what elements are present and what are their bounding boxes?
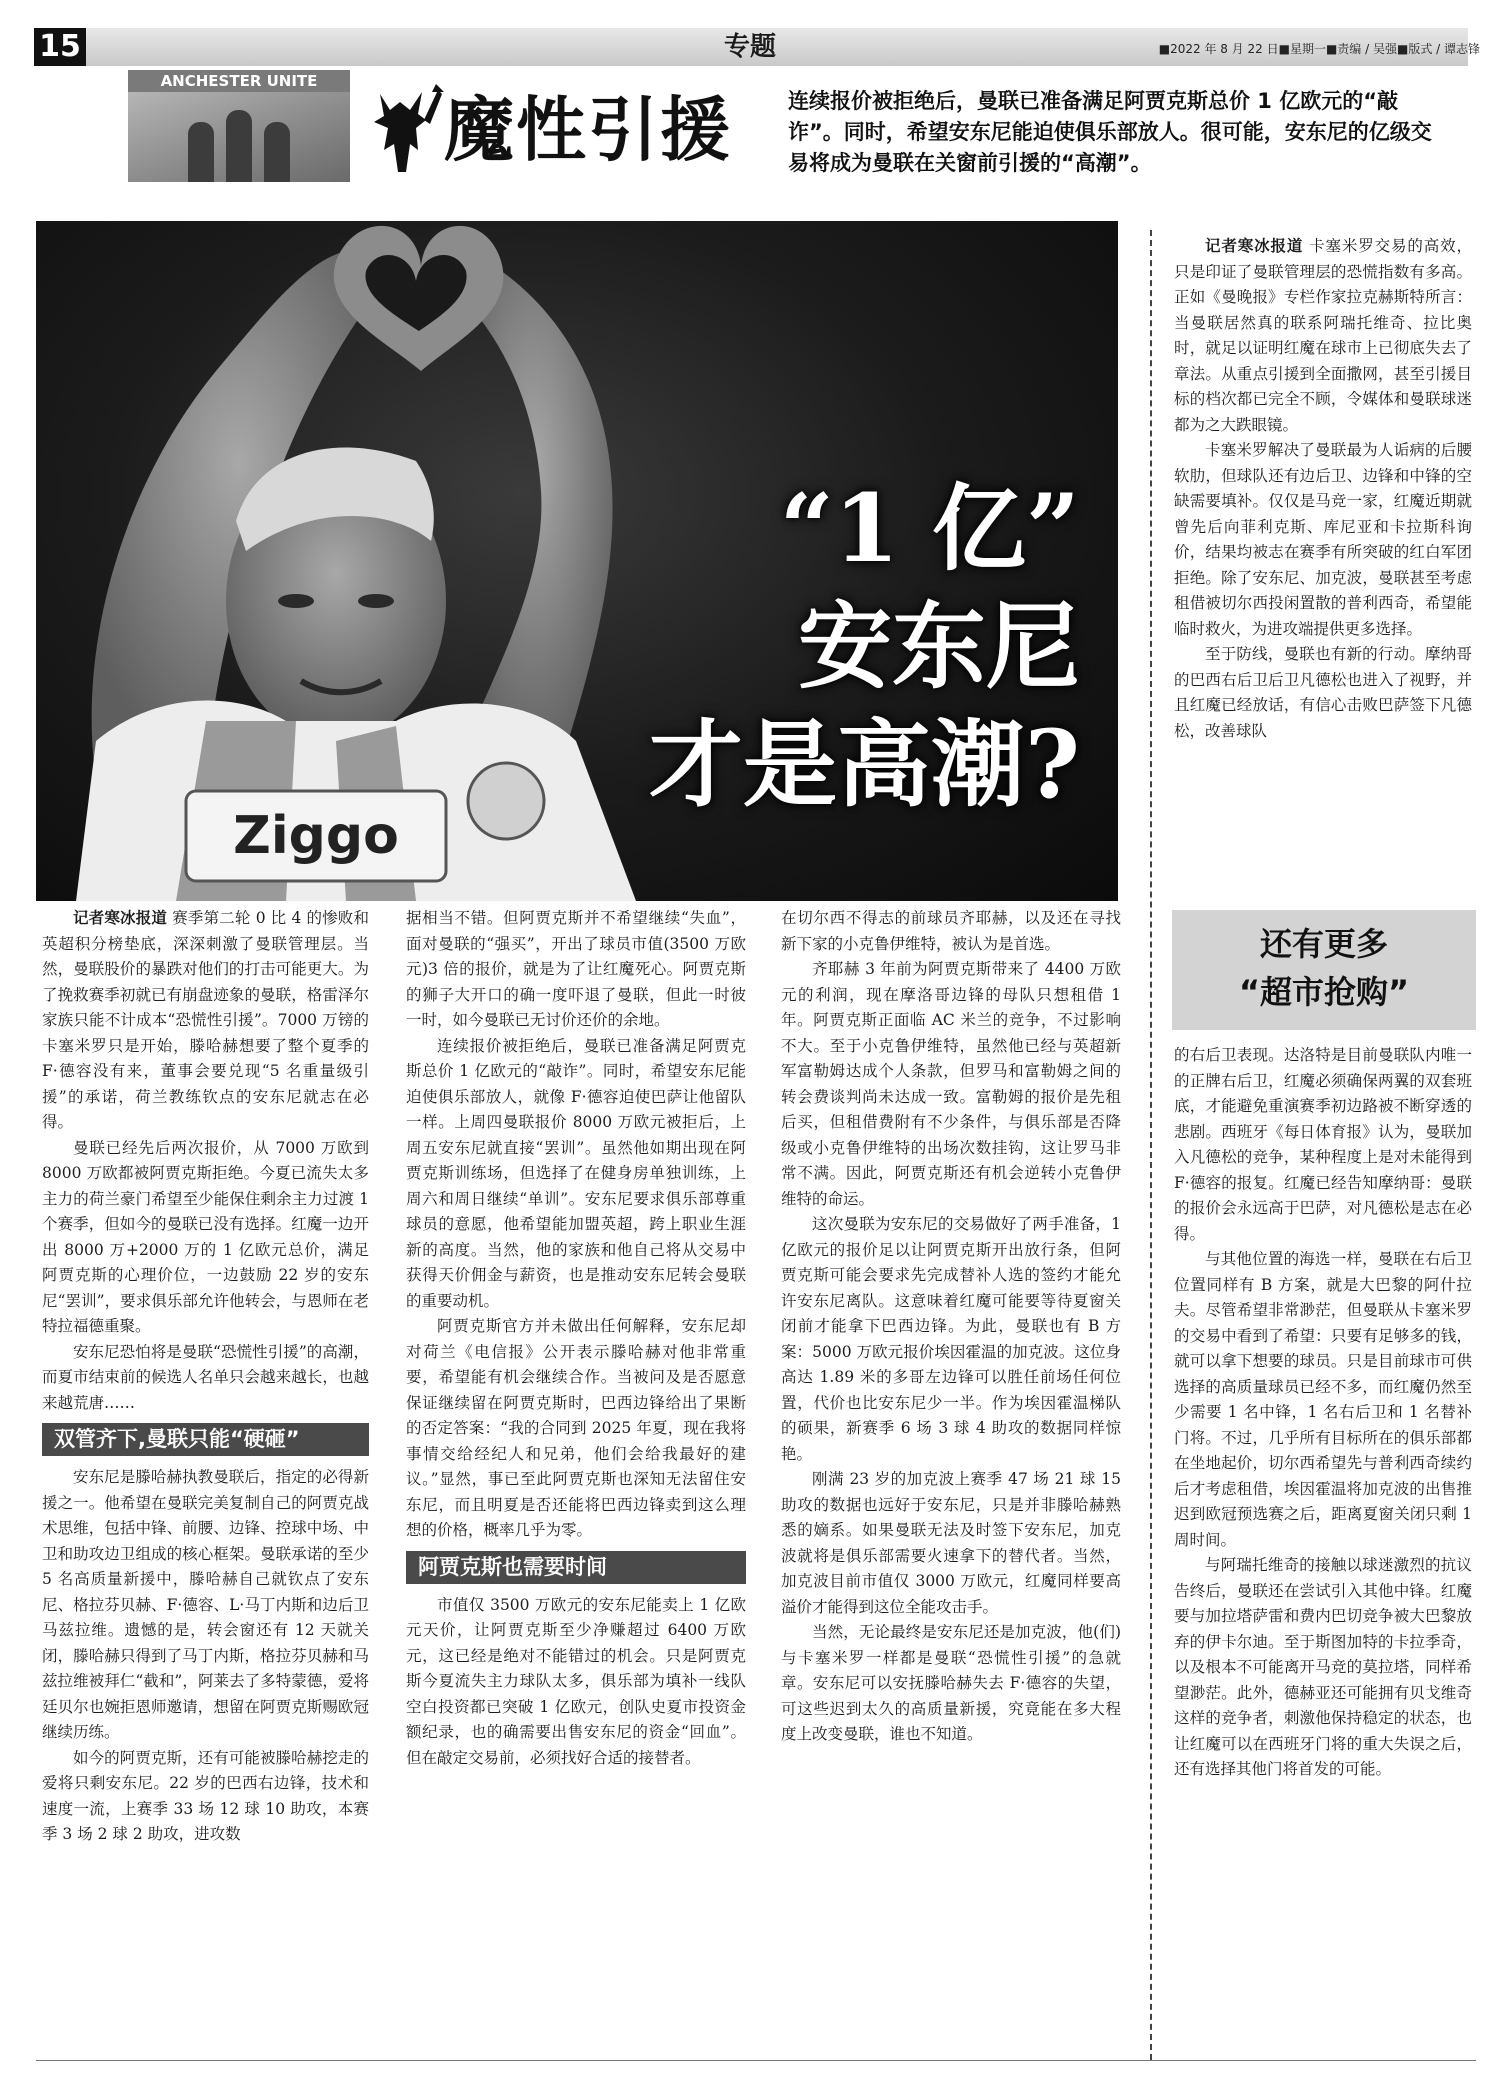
subheading: 双管齐下,曼联只能“硬砸”: [42, 1423, 369, 1456]
paragraph: 至于防线，曼联也有新的行动。摩纳哥的巴西右后卫后卫凡德松也进入了视野，并且红魔已经放话，有信心击败巴萨签下凡德松，改善球队: [1174, 645, 1472, 740]
paragraph: 在切尔西不得志的前球员齐耶赫，以及还在寻找新下家的小克鲁伊维特，被认为是首选。: [781, 909, 1121, 953]
paragraph: 当然，无论最终是安东尼还是加克波，他(们)与卡塞米罗一样都是曼联“恐慌性引援”的急就章。安东尼可以安抚滕哈赫失去 F·德容的失望，可这些迟到太久的高质量新援，究竟能在多大程度上改变曼联，谁也不知道。: [781, 1623, 1121, 1743]
sidebar-headline-line: “超市抢购”: [1238, 973, 1410, 1011]
statue-figure: [264, 122, 290, 182]
paragraph: 刚满 23 岁的加克波上赛季 47 场 21 球 15 助攻的数据也远好于安东尼，只是并非滕哈赫熟悉的嫡系。如果曼联无法及时签下安东尼，加克波就将是俱乐部需要火速拿下的替代者。当然，加克波目前市值仅 3000 万欧元，红魔同样要高溢价才能得到这位全能攻击手。: [781, 1470, 1121, 1616]
dateline: ■2022 年 8 月 22 日■星期一■责编 / 吴强■版式 / 谭志锋: [1158, 42, 1480, 56]
sidebar-article-top: [1174, 234, 1472, 744]
paragraph: 安东尼恐怕将是曼联“恐慌性引援”的高潮，而夏市结束前的候选人名单只会越来越长，也越来越荒唐……: [42, 1342, 369, 1412]
shirt-sponsor: Ziggo: [233, 806, 399, 866]
paragraph: [42, 906, 369, 1136]
footer-rule: [36, 2060, 1476, 2061]
stadium-photo: [128, 70, 350, 182]
statue-figure: [188, 122, 214, 182]
paragraph: 安东尼是滕哈赫执教曼联后，指定的必得新援之一。他希望在曼联完美复制自己的阿贾克战术思维，包括中锋、前腰、边锋、控球中场、中卫和助攻边卫组成的核心框架。曼联承诺的至少 5 名高质量新援中，滕哈赫自己就钦点了安东尼、格拉芬贝赫、F·德容、L·马丁内斯和边后卫马兹拉维。遗憾的是，转会窗还有 12 天就关闭，滕哈赫只得到了马丁内斯，格拉芬贝赫和马兹拉维被拜仁“截和”，阿莱去了多特蒙德，爱将廷贝尔也婉拒恩师邀请，想留在阿贾克斯赐欧冠继续历练。: [42, 1468, 369, 1741]
paragraph: 这次曼联为安东尼的交易做好了两手准备，1 亿欧元的报价足以让阿贾克斯开出放行条，但阿贾克斯可能会要求先完成替补人选的签约才能允许安东尼离队。这意味着红魔可能要等待夏窗关闭前才能拿下巴西边锋。为此，曼联也有 B 方案：5000 万欧元报价埃因霍温的加克波。这位身高达 1.89 米的多哥左边锋可以胜任前场任何位置，代价也比安东尼少一半。作为埃因霍温梯队的硕果，新赛季 6 场 3 球 4 助攻的数据同样惊艳。: [781, 1215, 1121, 1463]
paragraph: 据相当不错。但阿贾克斯并不希望继续“失血”，面对曼联的“强买”，开出了球员市值(3500 万欧元)3 倍的报价，就是为了让红魔死心。阿贾克斯的狮子大开口的确一度吓退了曼联，但此一时彼一时，如今曼联已无讨价还价的余地。: [406, 909, 746, 1029]
paragraph: [1174, 234, 1472, 438]
sidebar-headline-box: [1172, 910, 1476, 1030]
article-column-1: [42, 906, 369, 1848]
lead-paragraph: 连续报价被拒绝后，曼联已准备满足阿贾克斯总价 1 亿欧元的“敲诈”。同时，希望安东尼能迫使俱乐部放人。很可能，安东尼的亿级交易将成为曼联在关窗前引援的“高潮”。: [788, 89, 1432, 175]
sidebar-headline-line: 还有更多: [1259, 925, 1388, 963]
section-title: 专题: [723, 32, 776, 62]
byline: 记者寒冰报道: [73, 909, 168, 927]
page-number: 15: [34, 28, 86, 66]
subheading: 阿贾克斯也需要时间: [406, 1551, 746, 1584]
paragraph: 阿贾克斯官方并未做出任何解释，安东尼却对荷兰《电信报》公开表示滕哈赫对他非常重要，希望能有机会继续合作。当被问及是否愿意保证继续留在阿贾克斯时，巴西边锋给出了果断的否定答案：“我的合同到 2025 年夏，现在我将事情交给经纪人和兄弟，他们会给我最好的建议。”显然，事已至此阿贾克斯也深知无法留住安东尼，而且明夏是否还能将巴西边锋卖到这么理想的价格，概率几乎为零。: [406, 1317, 746, 1539]
red-devil-logo-icon: [360, 80, 444, 180]
column-title: 魔性引援: [444, 89, 732, 171]
statue-figure: [226, 110, 252, 182]
stadium-sign: ANCHESTER UNITE: [128, 70, 350, 92]
paragraph: 的右后卫表现。达洛特是目前曼联队内唯一的正牌右后卫，红魔必须确保两翼的双套班底，才能避免重演赛季初边路被不断穿透的悲剧。西班牙《每日体育报》认为，曼联加入凡德松的竞争，某种程度上是对未能得到 F·德容的报复。红魔已经告知摩纳哥：曼联的报价会永远高于巴萨，对凡德松是志在必得。: [1174, 1046, 1472, 1243]
headline-line: 才是高潮?: [648, 710, 1080, 820]
paragraph: 如今的阿贾克斯，还有可能被滕哈赫挖走的爱将只剩安东尼。22 岁的巴西右边锋，技术和速度一流，上赛季 33 场 12 球 10 助攻，本赛季 3 场 2 球 2 助攻，进攻数: [42, 1748, 369, 1843]
article-column-3: [781, 906, 1121, 1748]
paragraph-text: 赛季第二轮 0 比 4 的惨败和英超积分榜垫底，深深刺激了曼联管理层。当然，曼联股价的暴跌对他们的打击可能更大。为了挽救赛季初就已有崩盘迹象的曼联，格雷泽尔家族只能不计成本“恐慌性引援”。7000 万镑的卡塞米罗只是开始，滕哈赫想要了整个夏季的 F·德容没有来，董事会要兑现“5 名重量级引援”的承诺，荷兰教练钦点的安东尼就志在必得。: [42, 909, 369, 1131]
column-divider: [1150, 230, 1152, 2060]
paragraph-text: 卡塞米罗交易的高效，只是印证了曼联管理层的恐慌指数有多高。正如《曼晚报》专栏作家拉克赫斯特所言：当曼联居然真的联系阿瑞托维奇、拉比奥时，就足以证明红魔在球市上已彻底失去了章法。从重点引援到全面撒网，甚至引援目标的档次都已完全不顾，令媒体和曼联球迷都为之大跌眼镜。: [1174, 237, 1472, 434]
paragraph: 市值仅 3500 万欧元的安东尼能卖上 1 亿欧元天价，让阿贾克斯至少净赚超过 6400 万欧元，这已经是绝对不能错过的机会。只是阿贾克斯今夏流失主力球队太多，俱乐部为填补一线队空白投资都已突破 1 亿欧元，创队史夏市投资金额纪录，也的确需要出售安东尼的资金“回血”。但在敲定交易前，必须找好合适的接替者。: [406, 1595, 746, 1767]
sidebar-article-bottom: [1174, 1043, 1472, 1783]
paragraph: 连续报价被拒绝后，曼联已准备满足阿贾克斯总价 1 亿欧元的“敲诈”。同时，希望安东尼能迫使俱乐部放人，就像 F·德容迫使巴萨让他留队一样。上周四曼联报价 8000 万欧元被拒后，上周五安东尼就直接“罢训”。虽然他如期出现在阿贾克斯训练场，但选择了在健身房单独训练，上周六和周日继续“单训”。安东尼要求俱乐部尊重球员的意愿，他希望能加盟英超，跨上职业生涯新的高度。当然，他的家族和他自己将从交易中获得天价佣金与薪资，也是推动安东尼转会曼联的重要动机。: [406, 1036, 746, 1310]
paragraph: 与阿瑞托维奇的接触以球迷激烈的抗议告终后，曼联还在尝试引入其他中锋。红魔要与加拉塔萨雷和费内巴切竞争被大巴黎放弃的伊卡尔迪。至于斯图加特的卡拉季奇，以及根本不可能离开马竞的莫拉塔，同样希望渺茫。此外，德赫亚还可能拥有贝戈维奇这样的竞争者，刺激他保持稳定的状态，也让红魔可以在西班牙门将的重大失误之后，还有选择其他门将首发的可能。: [1174, 1556, 1472, 1778]
byline: 记者寒冰报道: [1205, 237, 1304, 255]
paragraph: 曼联已经先后两次报价，从 7000 万欧到 8000 万欧都被阿贾克斯拒绝。今夏已流失太多主力的荷兰豪门希望至少能保住剩余主力过渡 1 个赛季，但如今的曼联已没有选择。红魔一边开出 8000 万+2000 万的 1 亿欧元总价，满足阿贾克斯的心理价位，一边鼓励 22 岁的安东尼“罢训”，要求俱乐部允许他转会，与恩师在老特拉福德重聚。: [42, 1138, 369, 1335]
paragraph: 齐耶赫 3 年前为阿贾克斯带来了 4400 万欧元的利润，现在摩洛哥边锋的母队只想租借 1 年。阿贾克斯正面临 AC 米兰的竞争，不过影响不大。至于小克鲁伊维特，虽然他已经与英超新军富勒姆达成个人条款，但罗马和富勒姆之间的转会费谈判尚未达成一致。富勒姆的报价是先租后买，但租借费附有不少条件，与俱乐部是否降级或小克鲁伊维特的出场次数挂钩，这让罗马非常不满。因此，阿贾克斯还有机会逆转小克鲁伊维特的命运。: [781, 960, 1121, 1208]
headline: [520, 470, 1080, 824]
paragraph: 与其他位置的海选一样，曼联在右后卫位置同样有 B 方案，就是大巴黎的阿什拉夫。尽管希望非常渺茫，但曼联从卡塞米罗的交易中看到了希望：只要有足够多的钱，就可以拿下想要的球员。只是目前球市可供选择的高质量球员已经不多，而红魔仍然至少需要 1 名中锋，1 名右后卫和 1 名替补门将。不过，几乎所有目标所在的俱乐部都在坐地起价，切尔西希望先与普利西奇续约后才考虑租借，埃因霍温将加克波的出售推迟到欧冠预选赛之后，距离夏窗关闭只剩 1 周时间。: [1174, 1250, 1472, 1549]
article-column-2: [406, 906, 746, 1771]
headline-line: “1 亿”: [779, 474, 1080, 584]
headline-line: 安东尼: [797, 592, 1080, 702]
paragraph: 卡塞米罗解决了曼联最为人诟病的后腰软肋，但球队还有边后卫、边锋和中锋的空缺需要填补。仅仅是马竞一家，红魔近期就曾先后向菲利克斯、库尼亚和卡拉斯科询价，结果均被志在赛季有所突破的红白军团拒绝。除了安东尼、加克波，曼联甚至考虑租借被切尔西投闲置散的普利西奇，希望能临时救火，为进攻端提供更多选择。: [1174, 441, 1472, 638]
